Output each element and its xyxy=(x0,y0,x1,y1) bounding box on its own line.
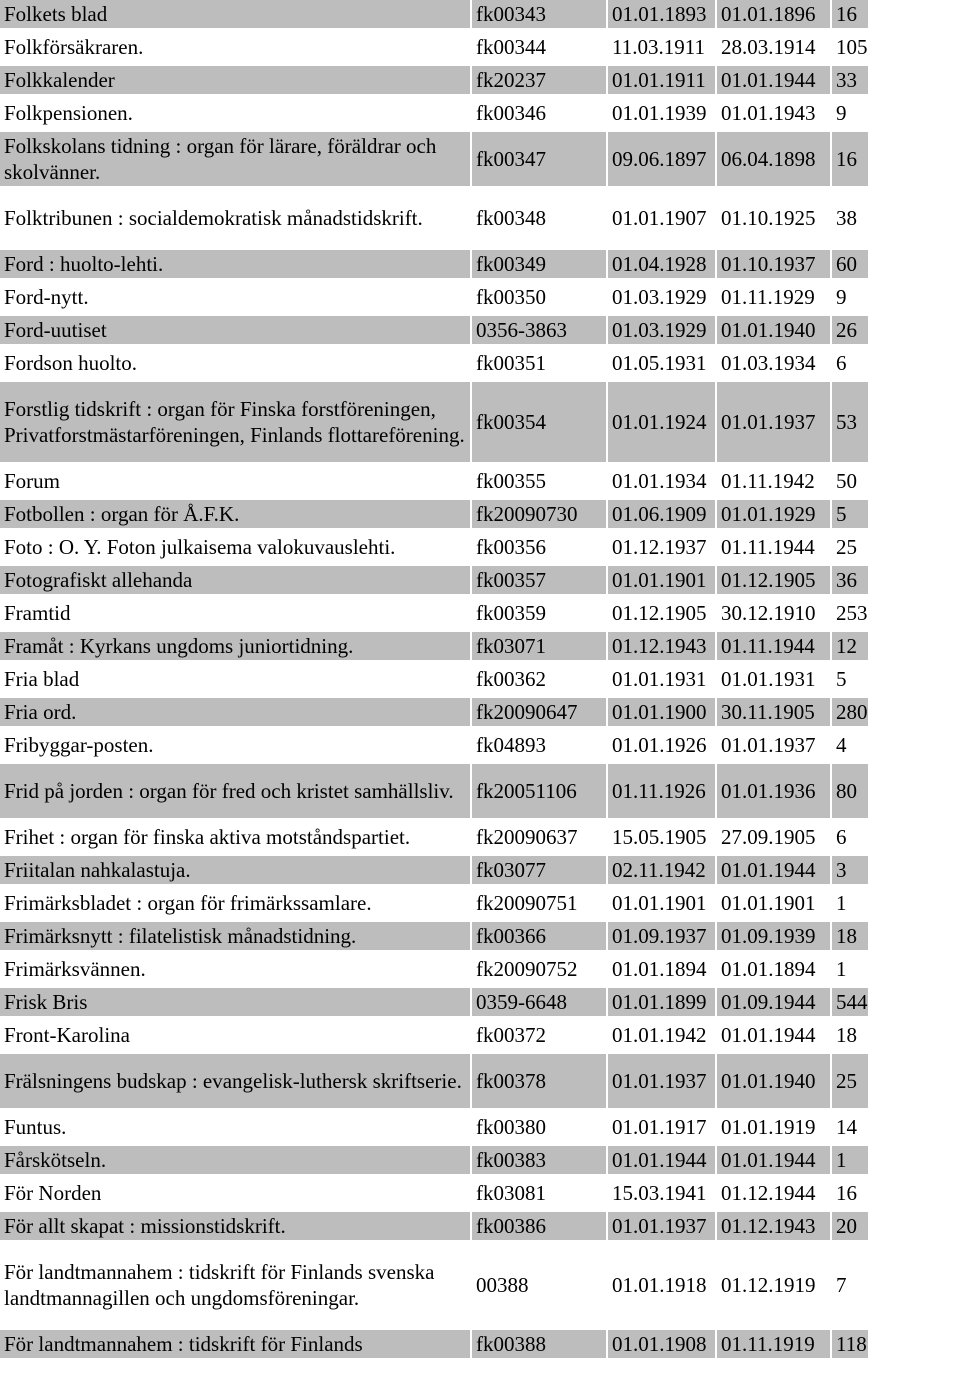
table-row xyxy=(0,248,868,281)
table-row xyxy=(0,920,868,953)
table-row xyxy=(0,986,868,1019)
end-date-cell: 01.01.1901 xyxy=(716,887,831,920)
start-date-cell: 01.12.1943 xyxy=(607,630,716,663)
table-row xyxy=(0,1210,868,1243)
count-cell: 60 xyxy=(831,248,868,281)
start-date-cell: 01.01.1942 xyxy=(607,1019,716,1052)
end-date-cell: 01.09.1939 xyxy=(716,920,831,953)
count-cell: 25 xyxy=(831,1052,868,1111)
id-cell: fk00348 xyxy=(471,189,607,248)
table-row xyxy=(0,821,868,854)
title-cell: Folkförsäkraren. xyxy=(0,31,471,64)
end-date-cell: 01.11.1942 xyxy=(716,465,831,498)
end-date-cell: 01.01.1940 xyxy=(716,1052,831,1111)
start-date-cell: 01.01.1899 xyxy=(607,986,716,1019)
count-cell: 9 xyxy=(831,97,868,130)
start-date-cell: 15.03.1941 xyxy=(607,1177,716,1210)
title-cell: Frimärksvännen. xyxy=(0,953,471,986)
count-cell: 18 xyxy=(831,920,868,953)
start-date-cell: 01.01.1937 xyxy=(607,1210,716,1243)
table-row xyxy=(0,1243,868,1328)
id-cell: fk03081 xyxy=(471,1177,607,1210)
id-cell: fk00346 xyxy=(471,97,607,130)
id-cell: fk00354 xyxy=(471,380,607,465)
title-cell: Friitalan nahkalastuja. xyxy=(0,854,471,887)
count-cell: 7 xyxy=(831,1243,868,1328)
title-cell: För Norden xyxy=(0,1177,471,1210)
count-cell: 544 xyxy=(831,986,868,1019)
end-date-cell: 01.01.1894 xyxy=(716,953,831,986)
count-cell: 38 xyxy=(831,189,868,248)
id-cell: fk20090730 xyxy=(471,498,607,531)
id-cell: fk00356 xyxy=(471,531,607,564)
end-date-cell: 01.12.1919 xyxy=(716,1243,831,1328)
end-date-cell: 30.12.1910 xyxy=(716,597,831,630)
start-date-cell: 01.01.1900 xyxy=(607,696,716,729)
end-date-cell: 01.11.1929 xyxy=(716,281,831,314)
title-cell: Fårskötseln. xyxy=(0,1144,471,1177)
title-cell: Fribyggar-posten. xyxy=(0,729,471,762)
title-cell: Funtus. xyxy=(0,1111,471,1144)
table-row xyxy=(0,0,868,31)
end-date-cell: 01.01.1944 xyxy=(716,1144,831,1177)
table-row xyxy=(0,1111,868,1144)
table-row xyxy=(0,762,868,821)
end-date-cell: 01.10.1937 xyxy=(716,248,831,281)
count-cell: 280 xyxy=(831,696,868,729)
count-cell: 33 xyxy=(831,64,868,97)
table-row xyxy=(0,1144,868,1177)
title-cell: För landtmannahem : tidskrift för Finlands xyxy=(0,1328,471,1361)
id-cell: fk20090752 xyxy=(471,953,607,986)
end-date-cell: 28.03.1914 xyxy=(716,31,831,64)
start-date-cell: 01.01.1907 xyxy=(607,189,716,248)
id-cell: fk20090637 xyxy=(471,821,607,854)
end-date-cell: 01.11.1919 xyxy=(716,1328,831,1361)
table-row xyxy=(0,597,868,630)
end-date-cell: 01.01.1943 xyxy=(716,97,831,130)
table-row xyxy=(0,531,868,564)
id-cell: fk00349 xyxy=(471,248,607,281)
table-row xyxy=(0,130,868,189)
title-cell: Front-Karolina xyxy=(0,1019,471,1052)
start-date-cell: 01.01.1924 xyxy=(607,380,716,465)
count-cell: 80 xyxy=(831,762,868,821)
count-cell: 16 xyxy=(831,1177,868,1210)
title-cell: Frisk Bris xyxy=(0,986,471,1019)
title-cell: Framåt : Kyrkans ungdoms juniortidning. xyxy=(0,630,471,663)
end-date-cell: 01.01.1936 xyxy=(716,762,831,821)
start-date-cell: 01.03.1929 xyxy=(607,314,716,347)
table-row xyxy=(0,630,868,663)
id-cell: fk20051106 xyxy=(471,762,607,821)
start-date-cell: 01.01.1917 xyxy=(607,1111,716,1144)
title-cell: Folkkalender xyxy=(0,64,471,97)
count-cell: 53 xyxy=(831,380,868,465)
table-row xyxy=(0,31,868,64)
id-cell: fk00383 xyxy=(471,1144,607,1177)
count-cell: 12 xyxy=(831,630,868,663)
title-cell: Folkets blad xyxy=(0,0,471,31)
id-cell: 0356-3863 xyxy=(471,314,607,347)
title-cell: Framtid xyxy=(0,597,471,630)
title-cell: För allt skapat : missionstidskrift. xyxy=(0,1210,471,1243)
table-row xyxy=(0,1052,868,1111)
start-date-cell: 01.12.1937 xyxy=(607,531,716,564)
title-cell: Fotbollen : organ för Å.F.K. xyxy=(0,498,471,531)
count-cell: 253 xyxy=(831,597,868,630)
start-date-cell: 01.01.1908 xyxy=(607,1328,716,1361)
count-cell: 20 xyxy=(831,1210,868,1243)
title-cell: Foto : O. Y. Foton julkaisema valokuvauslehti. xyxy=(0,531,471,564)
table-row xyxy=(0,1019,868,1052)
start-date-cell: 01.01.1937 xyxy=(607,1052,716,1111)
count-cell: 118 xyxy=(831,1328,868,1361)
title-cell: Frimärksnytt : filatelistisk månadstidning. xyxy=(0,920,471,953)
title-cell: Folktribunen : socialdemokratisk månadstidskrift. xyxy=(0,189,471,248)
table-row xyxy=(0,564,868,597)
title-cell: Fria ord. xyxy=(0,696,471,729)
end-date-cell: 01.03.1934 xyxy=(716,347,831,380)
title-cell: Ford-uutiset xyxy=(0,314,471,347)
end-date-cell: 01.01.1919 xyxy=(716,1111,831,1144)
table-row xyxy=(0,380,868,465)
id-cell: fk20237 xyxy=(471,64,607,97)
end-date-cell: 01.01.1944 xyxy=(716,64,831,97)
end-date-cell: 01.01.1931 xyxy=(716,663,831,696)
title-cell: Forum xyxy=(0,465,471,498)
end-date-cell: 01.12.1943 xyxy=(716,1210,831,1243)
start-date-cell: 01.01.1926 xyxy=(607,729,716,762)
title-cell: Frimärksbladet : organ för frimärkssamlare. xyxy=(0,887,471,920)
end-date-cell: 01.11.1944 xyxy=(716,531,831,564)
start-date-cell: 01.03.1929 xyxy=(607,281,716,314)
id-cell: fk03077 xyxy=(471,854,607,887)
title-cell: Fotografiskt allehanda xyxy=(0,564,471,597)
start-date-cell: 01.01.1939 xyxy=(607,97,716,130)
id-cell: fk00380 xyxy=(471,1111,607,1144)
table-row xyxy=(0,347,868,380)
id-cell: fk00378 xyxy=(471,1052,607,1111)
title-cell: Folkskolans tidning : organ för lärare, föräldrar och skolvänner. xyxy=(0,130,471,189)
table-row xyxy=(0,314,868,347)
count-cell: 1 xyxy=(831,887,868,920)
table-row xyxy=(0,189,868,248)
id-cell: fk00359 xyxy=(471,597,607,630)
count-cell: 105 xyxy=(831,31,868,64)
id-cell: fk00355 xyxy=(471,465,607,498)
end-date-cell: 01.12.1905 xyxy=(716,564,831,597)
start-date-cell: 01.01.1934 xyxy=(607,465,716,498)
table-row xyxy=(0,1328,868,1361)
end-date-cell: 01.01.1896 xyxy=(716,0,831,31)
table-row xyxy=(0,887,868,920)
count-cell: 50 xyxy=(831,465,868,498)
title-cell: Fria blad xyxy=(0,663,471,696)
start-date-cell: 01.05.1931 xyxy=(607,347,716,380)
count-cell: 16 xyxy=(831,0,868,31)
start-date-cell: 01.12.1905 xyxy=(607,597,716,630)
start-date-cell: 01.01.1918 xyxy=(607,1243,716,1328)
end-date-cell: 06.04.1898 xyxy=(716,130,831,189)
id-cell: fk04893 xyxy=(471,729,607,762)
table-row xyxy=(0,465,868,498)
id-cell: fk20090751 xyxy=(471,887,607,920)
title-cell: Frälsningens budskap : evangelisk-luthersk skriftserie. xyxy=(0,1052,471,1111)
title-cell: Forstlig tidskrift : organ för Finska forstföreningen, Privatforstmästarföreningen, Finlands flottareförening. xyxy=(0,380,471,465)
end-date-cell: 27.09.1905 xyxy=(716,821,831,854)
id-cell: 0359-6648 xyxy=(471,986,607,1019)
start-date-cell: 01.11.1926 xyxy=(607,762,716,821)
end-date-cell: 01.01.1944 xyxy=(716,854,831,887)
id-cell: fk00372 xyxy=(471,1019,607,1052)
table-row xyxy=(0,729,868,762)
end-date-cell: 01.09.1944 xyxy=(716,986,831,1019)
table-row xyxy=(0,64,868,97)
start-date-cell: 11.03.1911 xyxy=(607,31,716,64)
table-row xyxy=(0,663,868,696)
start-date-cell: 01.04.1928 xyxy=(607,248,716,281)
end-date-cell: 01.12.1944 xyxy=(716,1177,831,1210)
start-date-cell: 01.01.1893 xyxy=(607,0,716,31)
title-cell: För landtmannahem : tidskrift för Finlands svenska landtmannagillen och ungdomsföreningar. xyxy=(0,1243,471,1328)
start-date-cell: 01.09.1937 xyxy=(607,920,716,953)
end-date-cell: 01.01.1937 xyxy=(716,380,831,465)
table-row xyxy=(0,281,868,314)
id-cell: fk00386 xyxy=(471,1210,607,1243)
id-cell: fk00357 xyxy=(471,564,607,597)
count-cell: 1 xyxy=(831,1144,868,1177)
start-date-cell: 01.06.1909 xyxy=(607,498,716,531)
end-date-cell: 01.11.1944 xyxy=(716,630,831,663)
id-cell: fk20090647 xyxy=(471,696,607,729)
count-cell: 3 xyxy=(831,854,868,887)
id-cell: fk00362 xyxy=(471,663,607,696)
id-cell: fk00351 xyxy=(471,347,607,380)
count-cell: 5 xyxy=(831,663,868,696)
count-cell: 6 xyxy=(831,347,868,380)
end-date-cell: 30.11.1905 xyxy=(716,696,831,729)
title-cell: Frihet : organ för finska aktiva motståndspartiet. xyxy=(0,821,471,854)
title-cell: Frid på jorden : organ för fred och kristet samhällsliv. xyxy=(0,762,471,821)
id-cell: fk00344 xyxy=(471,31,607,64)
table-row xyxy=(0,854,868,887)
count-cell: 14 xyxy=(831,1111,868,1144)
end-date-cell: 01.01.1940 xyxy=(716,314,831,347)
id-cell: fk00366 xyxy=(471,920,607,953)
end-date-cell: 01.01.1929 xyxy=(716,498,831,531)
start-date-cell: 01.01.1901 xyxy=(607,887,716,920)
count-cell: 18 xyxy=(831,1019,868,1052)
count-cell: 26 xyxy=(831,314,868,347)
start-date-cell: 01.01.1931 xyxy=(607,663,716,696)
start-date-cell: 01.01.1901 xyxy=(607,564,716,597)
id-cell: fk03071 xyxy=(471,630,607,663)
id-cell: fk00343 xyxy=(471,0,607,31)
start-date-cell: 02.11.1942 xyxy=(607,854,716,887)
title-cell: Ford : huolto-lehti. xyxy=(0,248,471,281)
title-cell: Fordson huolto. xyxy=(0,347,471,380)
count-cell: 5 xyxy=(831,498,868,531)
id-cell: fk00350 xyxy=(471,281,607,314)
table-row xyxy=(0,953,868,986)
id-cell: 00388 xyxy=(471,1243,607,1328)
count-cell: 9 xyxy=(831,281,868,314)
count-cell: 6 xyxy=(831,821,868,854)
count-cell: 25 xyxy=(831,531,868,564)
table-row xyxy=(0,97,868,130)
count-cell: 1 xyxy=(831,953,868,986)
count-cell: 16 xyxy=(831,130,868,189)
count-cell: 4 xyxy=(831,729,868,762)
end-date-cell: 01.01.1944 xyxy=(716,1019,831,1052)
table-row xyxy=(0,498,868,531)
start-date-cell: 01.01.1944 xyxy=(607,1144,716,1177)
start-date-cell: 15.05.1905 xyxy=(607,821,716,854)
end-date-cell: 01.01.1937 xyxy=(716,729,831,762)
title-cell: Ford-nytt. xyxy=(0,281,471,314)
table-row xyxy=(0,696,868,729)
start-date-cell: 01.01.1894 xyxy=(607,953,716,986)
id-cell: fk00388 xyxy=(471,1328,607,1361)
end-date-cell: 01.10.1925 xyxy=(716,189,831,248)
start-date-cell: 01.01.1911 xyxy=(607,64,716,97)
table-row xyxy=(0,1177,868,1210)
count-cell: 36 xyxy=(831,564,868,597)
title-cell: Folkpensionen. xyxy=(0,97,471,130)
id-cell: fk00347 xyxy=(471,130,607,189)
start-date-cell: 09.06.1897 xyxy=(607,130,716,189)
